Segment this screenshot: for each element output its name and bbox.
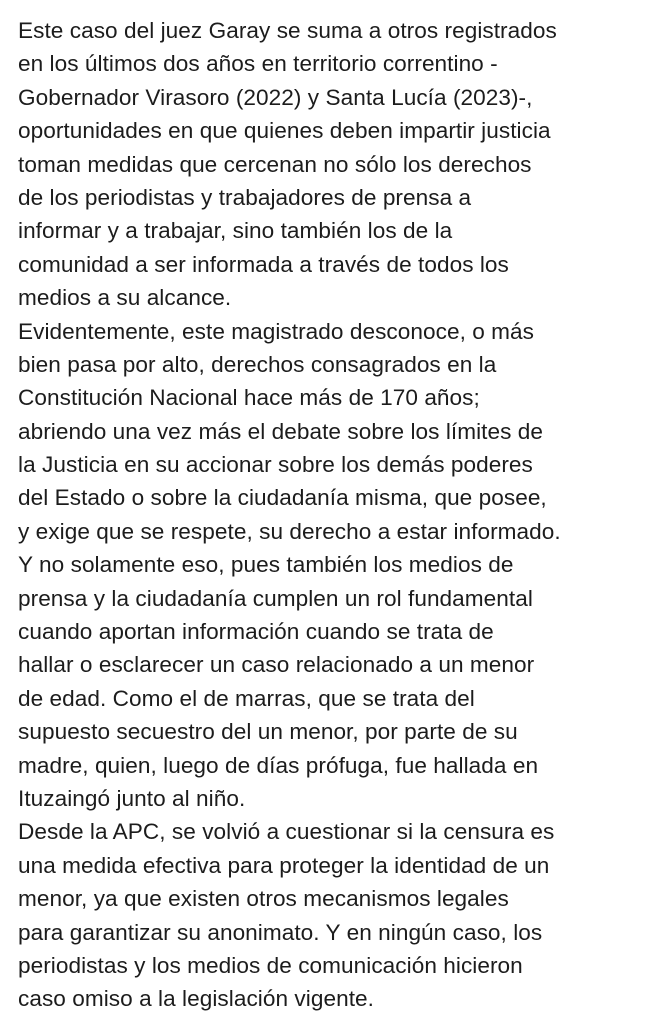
text-line: Ituzaingó junto al niño. xyxy=(18,785,246,811)
text-line: bien pasa por alto, derechos consagrados en la xyxy=(18,351,497,377)
text-line: Este caso del juez Garay se suma a otros registrados xyxy=(18,18,557,43)
text-line: abriendo una vez más el debate sobre los límites de xyxy=(18,418,544,444)
text-line: caso omiso a la legislación vigente. xyxy=(18,986,374,1012)
text-line: prensa y la ciudadanía cumplen un rol fundamental xyxy=(18,585,533,611)
text-line: periodistas y los medios de comunicación hicieron xyxy=(18,952,523,978)
text-line: del Estado o sobre la ciudadanía misma, que posee, xyxy=(18,485,547,511)
text-line: y exige que se respete, su derecho a estar informado. xyxy=(18,518,561,544)
text-line: Constitución Nacional hace más de 170 años; xyxy=(18,385,480,411)
text-line: medios a su alcance. xyxy=(18,285,232,311)
text-line: Desde la APC, se volvió a cuestionar si la censura es xyxy=(18,819,555,845)
text-line: la Justicia en su accionar sobre los demás poderes xyxy=(18,452,533,478)
text-line: toman medidas que cercenan no sólo los derechos xyxy=(18,151,532,177)
text-line: madre, quien, luego de días prófuga, fue hallada en xyxy=(18,752,539,778)
text-line: menor, ya que existen otros mecanismos legales xyxy=(18,886,509,912)
text-line: para garantizar su anonimato. Y en ningún caso, los xyxy=(18,919,543,945)
text-line: informar y a trabajar, sino también los de la xyxy=(18,218,453,244)
text-line: Y no solamente eso, pues también los medios de xyxy=(18,552,514,578)
text-line: oportunidades en que quienes deben impartir justicia xyxy=(18,118,551,144)
text-line: de los periodistas y trabajadores de prensa a xyxy=(18,184,472,210)
text-line: supuesto secuestro del un menor, por parte de su xyxy=(18,719,518,745)
text-line: en los últimos dos años en territorio correntino - xyxy=(18,51,498,77)
text-line: cuando aportan información cuando se trata de xyxy=(18,619,494,645)
text-line: comunidad a ser informada a través de todos los xyxy=(18,251,509,277)
text-line: Evidentemente, este magistrado desconoce, o más xyxy=(18,318,535,344)
text-line: de edad. Como el de marras, que se trata del xyxy=(18,685,475,711)
post-body-text xyxy=(18,14,638,1016)
text-line: hallar o esclarecer un caso relacionado a un menor xyxy=(18,652,535,678)
text-line: una medida efectiva para proteger la identidad de un xyxy=(18,852,550,878)
text-line: Gobernador Virasoro (2022) y Santa Lucía (2023)-, xyxy=(18,84,533,110)
